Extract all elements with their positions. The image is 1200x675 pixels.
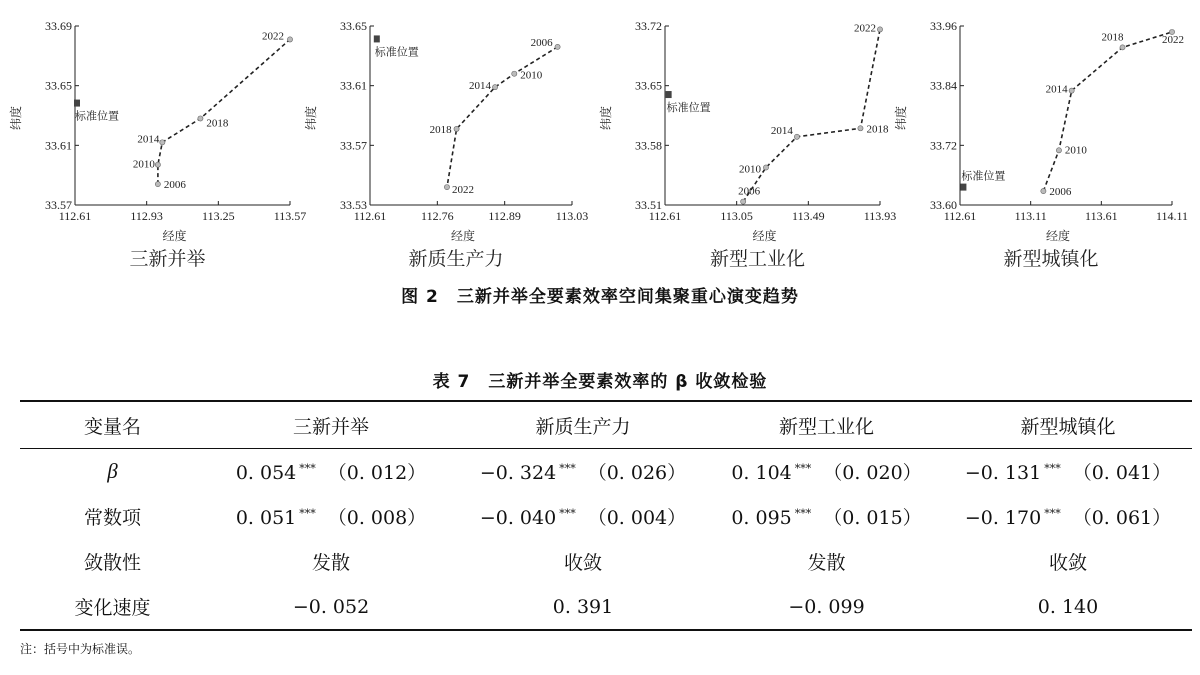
std-error: （0. 026） [587,462,687,484]
coef-value: 0. 095 [731,507,792,529]
y-tick-label: 33.51 [635,198,662,212]
y-axis-title: 纬度 [894,105,908,131]
coef-value: −0. 131 [964,462,1042,484]
standard-position-marker [374,35,380,42]
point-2014 [1069,88,1074,93]
cell-constant-3 [709,494,944,539]
cell-beta-4 [944,449,1192,495]
point-label-2014: 2014 [1045,83,1068,96]
significance-stars: *** [1044,507,1061,520]
point-2010 [763,165,768,170]
row-label-beta: β [107,459,118,483]
point-label-2014: 2014 [770,124,793,137]
x-tick-label: 113.05 [720,209,753,223]
x-tick-label: 112.93 [130,209,163,223]
x-tick-label: 113.61 [1085,209,1118,223]
trajectory-line [447,47,558,187]
coef-value: −0. 040 [479,507,557,529]
x-tick-label: 113.57 [273,209,307,223]
x-tick-label: 112.61 [943,209,977,223]
point-label-2018: 2018 [429,123,452,136]
header-gongyehua: 新型工业化 [709,401,944,449]
x-axis-title: 经度 [450,229,476,243]
chart-title: 新型城镇化 [1003,248,1099,270]
x-axis-title: 经度 [1045,229,1071,243]
table-row-beta [20,449,1192,495]
cell-constant-4 [944,494,1192,539]
point-label-2010: 2010 [520,69,543,82]
beta-convergence-table [20,400,1192,631]
std-error: （0. 061） [1072,507,1172,529]
point-2018 [1120,45,1125,50]
cell-speed-1: −0. 052 [205,584,457,630]
point-2010 [155,162,160,167]
trajectory-line [1043,32,1172,191]
cell-speed-2: 0. 391 [457,584,709,630]
point-2014 [160,140,165,145]
y-tick-label: 33.72 [930,138,957,153]
significance-stars: *** [299,462,316,475]
y-tick-label: 33.61 [45,138,72,153]
standard-position-label: 标准位置 [75,110,119,123]
significance-stars: *** [299,507,316,520]
point-2018 [198,116,203,121]
point-label-2006: 2006 [530,36,553,49]
x-tick-label: 112.76 [421,209,454,223]
x-tick-label: 113.49 [792,209,825,223]
std-error: （0. 004） [587,507,687,529]
point-2006 [741,199,746,204]
point-2006 [555,44,560,49]
point-label-2022: 2022 [451,184,474,197]
std-error: （0. 041） [1072,462,1172,484]
coef-value: 0. 051 [235,507,297,529]
chart-title: 三新并举 [129,248,206,270]
point-label-2022: 2022 [262,30,284,43]
x-tick-label: 112.61 [58,209,92,223]
point-label-2006: 2006 [738,185,761,198]
header-variable: 变量名 [20,401,205,449]
y-tick-label: 33.65 [635,78,662,93]
point-2022 [444,185,449,190]
point-label-2018: 2018 [866,123,889,136]
x-tick-label: 113.03 [555,209,589,223]
point-label-2014: 2014 [137,133,160,146]
y-axis-title: 纬度 [599,105,613,131]
row-label-constant: 常数项 [83,507,141,529]
chart-panel-1 [8,19,306,270]
x-axis-title: 经度 [162,229,187,243]
point-2014 [794,134,799,139]
cell-beta-1 [205,449,457,495]
figure-2-charts [0,0,1200,300]
standard-position-marker [74,100,80,107]
y-tick-label: 33.72 [635,19,662,33]
point-label-2006: 2006 [163,179,186,192]
table-note: 注：括号中为标准误。 [20,642,141,656]
point-2022 [877,27,882,32]
std-error: （0. 008） [327,507,427,529]
y-tick-label: 33.53 [340,198,367,212]
point-2018 [858,126,863,131]
table-caption: 表 7 三新并举全要素效率的 β 收敛检验 [432,372,768,392]
x-axis-title: 经度 [752,229,777,243]
cell-beta-3 [709,449,944,495]
point-label-2010: 2010 [1064,144,1087,157]
cell-beta-2 [457,449,709,495]
cell-speed-4: 0. 140 [944,584,1192,630]
x-tick-label: 113.25 [202,209,235,223]
chart-title: 新质生产力 [408,248,504,270]
y-tick-label: 33.96 [930,19,957,33]
cell-constant-1 [205,494,457,539]
coef-value: −0. 170 [964,507,1042,529]
x-tick-label: 112.89 [488,209,521,223]
trajectory-line [743,29,880,201]
point-2022 [287,37,292,42]
chart-title: 新型工业化 [709,248,806,270]
standard-position-marker [666,91,672,98]
point-2018 [454,126,459,131]
table-header-row [20,401,1192,449]
std-error: （0. 015） [823,507,922,529]
chart-panel-4 [893,19,1188,270]
table-row-constant [20,494,1192,539]
significance-stars: *** [559,462,576,475]
y-tick-label: 33.69 [45,19,72,33]
standard-position-label: 标准位置 [666,102,711,115]
figure-caption: 图 2 三新并举全要素效率空间集聚重心演变趋势 [401,287,799,307]
coef-value: 0. 104 [731,462,792,484]
chart-panel-3 [598,19,896,270]
header-sanxin: 三新并举 [205,401,457,449]
standard-position-label: 标准位置 [374,46,419,59]
trajectory-line [158,39,290,184]
std-error: （0. 020） [823,462,922,484]
x-tick-label: 113.11 [1014,209,1047,223]
std-error: （0. 012） [327,462,427,484]
x-tick-label: 112.61 [648,209,682,223]
significance-stars: *** [794,462,812,475]
y-tick-label: 33.61 [340,78,367,93]
point-label-2006: 2006 [1049,186,1072,199]
point-2010 [1056,148,1061,153]
row-label-speed: 变化速度 [20,584,205,630]
cell-speed-3: −0. 099 [709,584,944,630]
y-axis-title: 纬度 [9,105,23,131]
significance-stars: *** [794,507,812,520]
cell-convergence-2: 收敛 [563,552,602,574]
table-row-convergence [20,539,1192,584]
x-tick-label: 113.93 [863,209,897,223]
y-tick-label: 33.84 [930,78,957,93]
point-2006 [155,182,160,187]
point-label-2014: 2014 [469,80,492,93]
point-label-2010: 2010 [132,158,155,171]
cell-convergence-3: 发散 [807,552,846,574]
y-tick-label: 33.57 [340,138,367,153]
y-tick-label: 33.60 [930,198,957,212]
point-label-2022: 2022 [1162,33,1184,46]
header-xinzhi: 新质生产力 [457,401,709,449]
cell-convergence-1: 发散 [311,552,350,574]
coef-value: 0. 054 [235,462,297,484]
cell-convergence-4: 收敛 [1048,552,1087,574]
x-tick-label: 114.11 [1155,209,1189,223]
y-tick-label: 33.57 [45,198,72,212]
x-tick-label: 112.61 [353,209,387,223]
header-chengzhenhua: 新型城镇化 [944,401,1192,449]
chart-panel-2 [303,19,588,270]
point-label-2018: 2018 [206,117,229,130]
y-tick-label: 33.65 [45,78,72,93]
point-label-2010: 2010 [738,163,761,176]
point-2014 [492,85,497,90]
table-row-speed [20,584,1192,630]
row-label-convergence: 敛散性 [83,552,141,574]
standard-position-marker [960,184,966,191]
y-axis-title: 纬度 [304,105,318,131]
y-tick-label: 33.58 [635,138,662,153]
point-2010 [512,71,517,76]
cell-constant-2 [457,494,709,539]
standard-position-label: 标准位置 [961,170,1006,183]
point-label-2018: 2018 [1101,31,1124,44]
significance-stars: *** [559,507,576,520]
point-2006 [1041,188,1046,193]
coef-value: −0. 324 [479,462,557,484]
y-tick-label: 33.65 [340,19,367,33]
significance-stars: *** [1044,462,1061,475]
point-label-2022: 2022 [854,22,876,35]
